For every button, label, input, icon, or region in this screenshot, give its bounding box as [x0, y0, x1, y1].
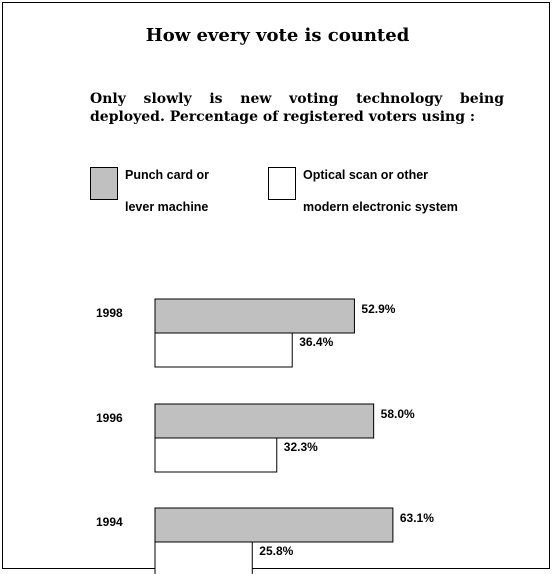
legend-label-punch-card-line1: Punch card or: [125, 168, 210, 182]
value-label-punch-card-1996: 58.0%: [380, 407, 415, 421]
bar-optical-scan-1996: [155, 438, 277, 472]
bar-punch-card-1994: [155, 508, 393, 542]
year-label-1994: 1994: [96, 515, 123, 529]
value-label-optical-scan-1994: 25.8%: [259, 544, 294, 558]
bar-optical-scan-1994: [155, 542, 252, 574]
chart-subtitle: Only slowly is new voting technology being deployed. Percentage of registered voters using :: [90, 91, 504, 125]
value-label-optical-scan-1996: 32.3%: [283, 440, 318, 454]
legend-label-optical-scan-line2: modern electronic system: [303, 200, 458, 214]
bar-punch-card-1998: [155, 299, 354, 333]
value-label-punch-card-1994: 63.1%: [399, 511, 434, 525]
bar-punch-card-1996: [155, 404, 374, 438]
legend-label-optical-scan-line1: Optical scan or other: [303, 168, 429, 182]
year-label-1996: 1996: [96, 411, 123, 425]
chart-title: How every vote is counted: [145, 25, 410, 46]
legend-label-punch-card-line2: lever machine: [125, 200, 209, 214]
value-label-optical-scan-1998: 36.4%: [299, 335, 334, 349]
value-label-punch-card-1998: 52.9%: [361, 302, 396, 316]
bar-optical-scan-1998: [155, 333, 292, 367]
year-label-1998: 1998: [96, 306, 123, 320]
